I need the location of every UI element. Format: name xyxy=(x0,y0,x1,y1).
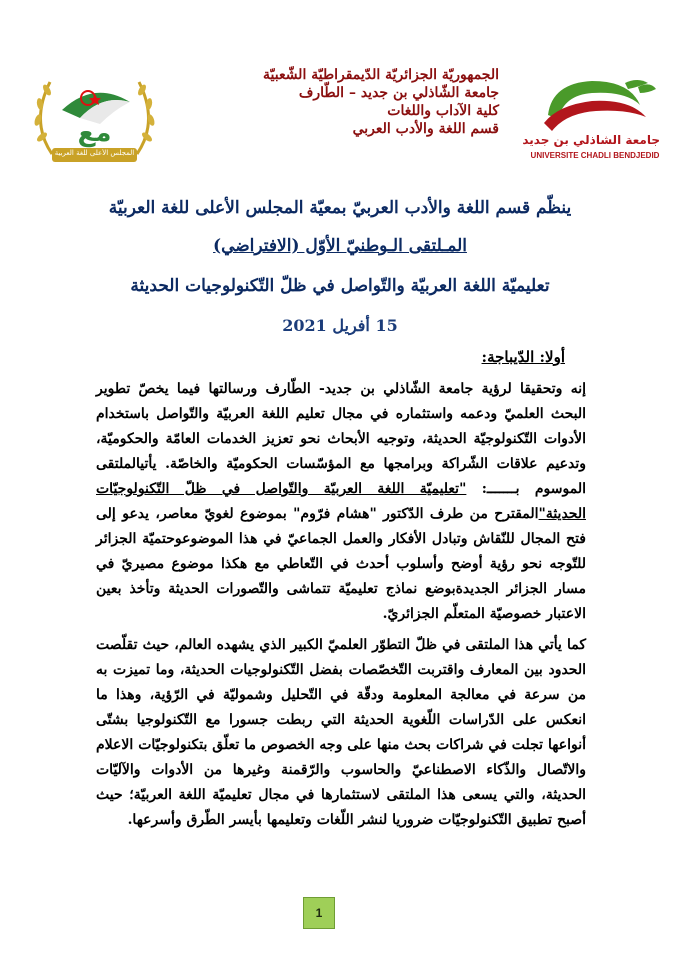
preamble-paragraph-1 xyxy=(96,377,586,627)
preamble-p1-part-c: المقترح من طرف الدّكتور "هشام فرّوم" بموضوع لغويّ معاصر، يدعو إلى فتح المجال للنّقاش وتبادل الأفكار والعمل الجماعيّ في هذا الموضوعوحتميّة الجزائر للتّوجه نحو رؤية أوضح وأسلوب أحدث في التّعاطي مع هكذا موضوع مصيريّ في مسار الجزائر الجديدةبوضع نماذج تعليميّة تتماشى والتّصورات الحديثة وتأخذ بعين الاعتبار خصوصيّة المتعلّم الجزائريّ. xyxy=(96,506,586,622)
header-country: الجمهوريّة الجزائريّة الدّيمقراطيّة الشّعبيّة xyxy=(262,67,499,83)
preamble-p1-quoted-title: "تعليميّة اللغة العربيّة والتّواصل في ظلّ التّكنولوجيّات الحديثة" xyxy=(96,481,586,522)
preamble-p1-part-a: إنه وتحقيقا لرؤية جامعة الشّاذلي بن جديد- الطّارف ورسالتها فيما يخصّ تطوير البحث العلميّ ودعمه واستثماره في مجال تعليم اللغة العربيّة والتّواصل باستخدام الأدوات التّكنولوجيّة الحديثة، وتوجيه الأبحاث نحو تعزيز الخدمات العامّة والحكوميّة، وتدعيم علاقات الشّراكة وبرامجها مع المؤسّسات الحكوميّة والخاصّة. يأتيالملتقى الموسوم بـــــــ: xyxy=(96,381,586,497)
council-logo-banner-text: المجلس الأعلى للغة العربية xyxy=(54,149,135,157)
institution-header xyxy=(179,66,499,138)
header-department: قسم اللغة والأدب العربي xyxy=(352,121,499,137)
organizer-line: ينظّم قسم اللغة والأدب العربيّ بمعيّة المجلس الأعلى للغة العربيّة xyxy=(108,198,572,218)
university-logo-latin: UNIVERSITE CHADLI BENDJEDID xyxy=(530,151,660,160)
preamble-paragraph-2: كما يأتي هذا الملتقى في ظلّ التطوّر العلميّ الكبير الذي يشهده العالم، حيث تقلّصت الحدود بين المعارف واقتربت التّخصّصات بفضل التّكنولوجيات الحديثة، وما تميزت به من سرعة في معالجة المعلومة ودقّة في التّحليل وشموليّة في الرّؤية، وهذا ما انعكس على الدّراسات اللّغوية الحديثة التي ربطت جسورا مع التّكنولوجيا بشتّى أنواعها تجلت في شراكات بحث منها على وجه الخصوص ما تعلّق بتكنولوجيّات الاعلام والاتّصال والذّكاء الاصطناعيّ والحاسوب والرّقمنة وغيرها من الأدوات والآليّات الحديثة، والتي يسعى هذا الملتقى لاستثمارها في مجال تعليميّة اللغة العربيّة؛ حيث أصبح تطبيق التّكنولوجيّات ضروريا لنشر اللّغات وتعليمها بأيسر الطّرق وأسرعها. xyxy=(96,637,586,828)
event-theme: تعليميّة اللغة العربيّة والتّواصل في ظلّ التّكنولوجيات الحديثة xyxy=(130,276,550,296)
university-logo-arabic: جامعة الشاذلي بن جديد xyxy=(522,133,660,147)
event-title: المـلتقى الـوطنيّ الأوّل (الافتراضي) xyxy=(213,236,467,256)
event-date: 15 أفريل 2021 xyxy=(282,316,398,335)
header-faculty: كلية الآداب واللغات xyxy=(387,103,499,119)
header-university: جامعة الشّاذلي بن جديد – الطّارف xyxy=(298,85,499,101)
council-logo-text: مع xyxy=(77,118,112,148)
section-heading: أولا: الدّيباجة: xyxy=(481,348,565,366)
page-number-badge: 1 xyxy=(303,897,335,929)
university-logo xyxy=(522,75,660,170)
council-logo xyxy=(22,62,167,172)
